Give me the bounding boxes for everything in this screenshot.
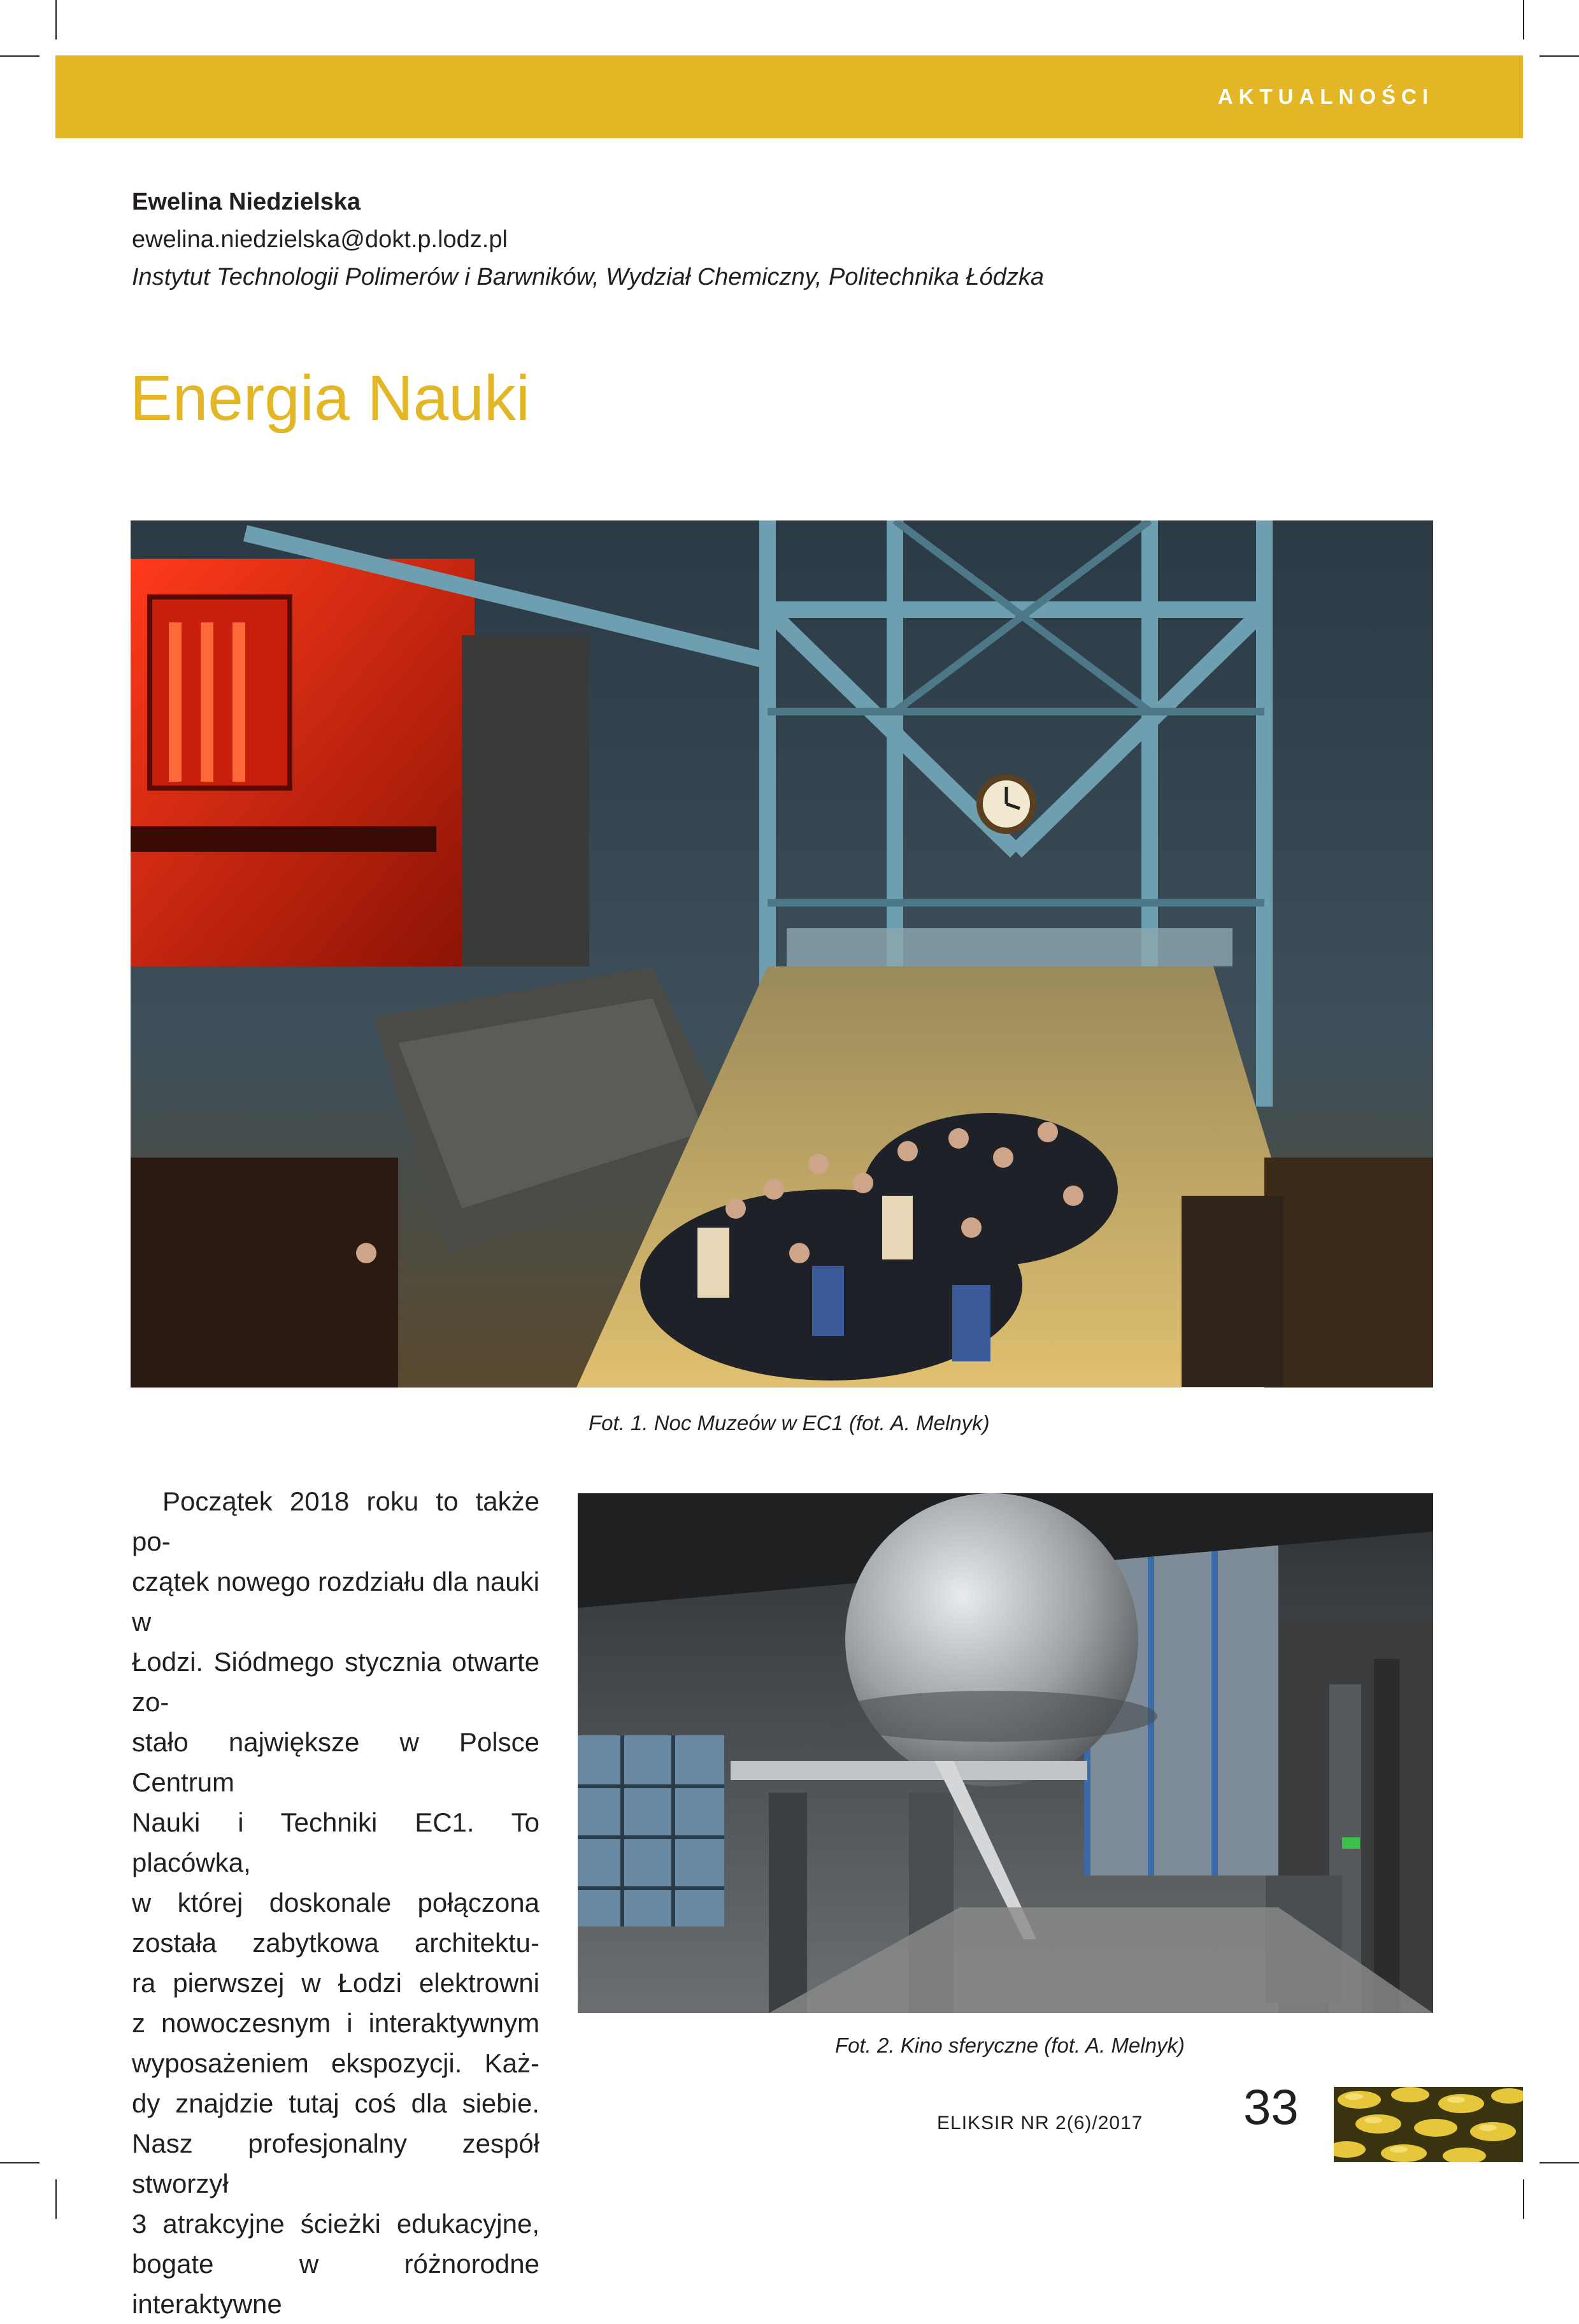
- section-header-bar: [55, 55, 1523, 138]
- body-line: ra pierwszej w Łodzi elektrowni: [132, 1968, 539, 1998]
- section-label: AKTUALNOŚCI: [1217, 85, 1434, 108]
- author-email: ewelina.niedzielska@dokt.p.lodz.pl: [132, 226, 508, 253]
- crop-mark: [1540, 55, 1579, 57]
- body-line: została zabytkowa architektu-: [132, 1928, 539, 1958]
- article-body: [132, 1481, 539, 2324]
- photo-spherical-cinema: [578, 1493, 1433, 2013]
- body-line: wyposażeniem ekspozycji. Każ-: [132, 2048, 539, 2078]
- body-line: Łodzi. Siódmego stycznia otwarte zo-: [132, 1647, 539, 1717]
- body-line: stało największe w Polsce Centrum: [132, 1727, 539, 1797]
- page-number: 33: [1243, 2079, 1299, 2135]
- body-line: Początek 2018 roku to także po-: [132, 1486, 539, 1556]
- body-line: czątek nowego rozdziału dla nauki w: [132, 1567, 539, 1637]
- body-line: 3 atrakcyjne ścieżki edukacyjne,: [132, 2209, 539, 2239]
- author-name: Ewelina Niedzielska: [132, 189, 361, 215]
- crop-mark: [1523, 0, 1524, 39]
- body-line: Nasz profesjonalny zespół stworzył: [132, 2128, 539, 2198]
- photo2-caption: Fot. 2. Kino sferyczne (fot. A. Melnyk): [835, 2034, 1185, 2057]
- body-line: z nowoczesnym i interaktywnym: [132, 2008, 539, 2038]
- article-title: Energia Nauki: [130, 362, 531, 434]
- body-line: Nauki i Techniki EC1. To placówka,: [132, 1807, 539, 1877]
- author-affiliation: Instytut Technologii Polimerów i Barwników, Wydział Chemiczny, Politechnika Łódzka: [132, 264, 1044, 290]
- pills-decoration: [1334, 2087, 1523, 2162]
- journal-issue: ELIKSIR NR 2(6)/2017: [937, 2112, 1143, 2134]
- crop-mark: [55, 2179, 57, 2219]
- crop-mark: [1523, 2179, 1524, 2219]
- photo1-caption: Fot. 1. Noc Muzeów w EC1 (fot. A. Melnyk): [589, 1411, 990, 1435]
- body-line: bogate w różnorodne interaktywne: [132, 2249, 539, 2319]
- crop-mark: [1540, 2162, 1579, 2163]
- crop-mark: [55, 0, 57, 39]
- body-line: dy znajdzie tutaj coś dla siebie.: [132, 2088, 539, 2118]
- crop-mark: [0, 55, 39, 57]
- crop-mark: [0, 2162, 39, 2163]
- body-line: w której doskonale połączona: [132, 1888, 539, 1918]
- photo-museum-night: [131, 520, 1433, 1388]
